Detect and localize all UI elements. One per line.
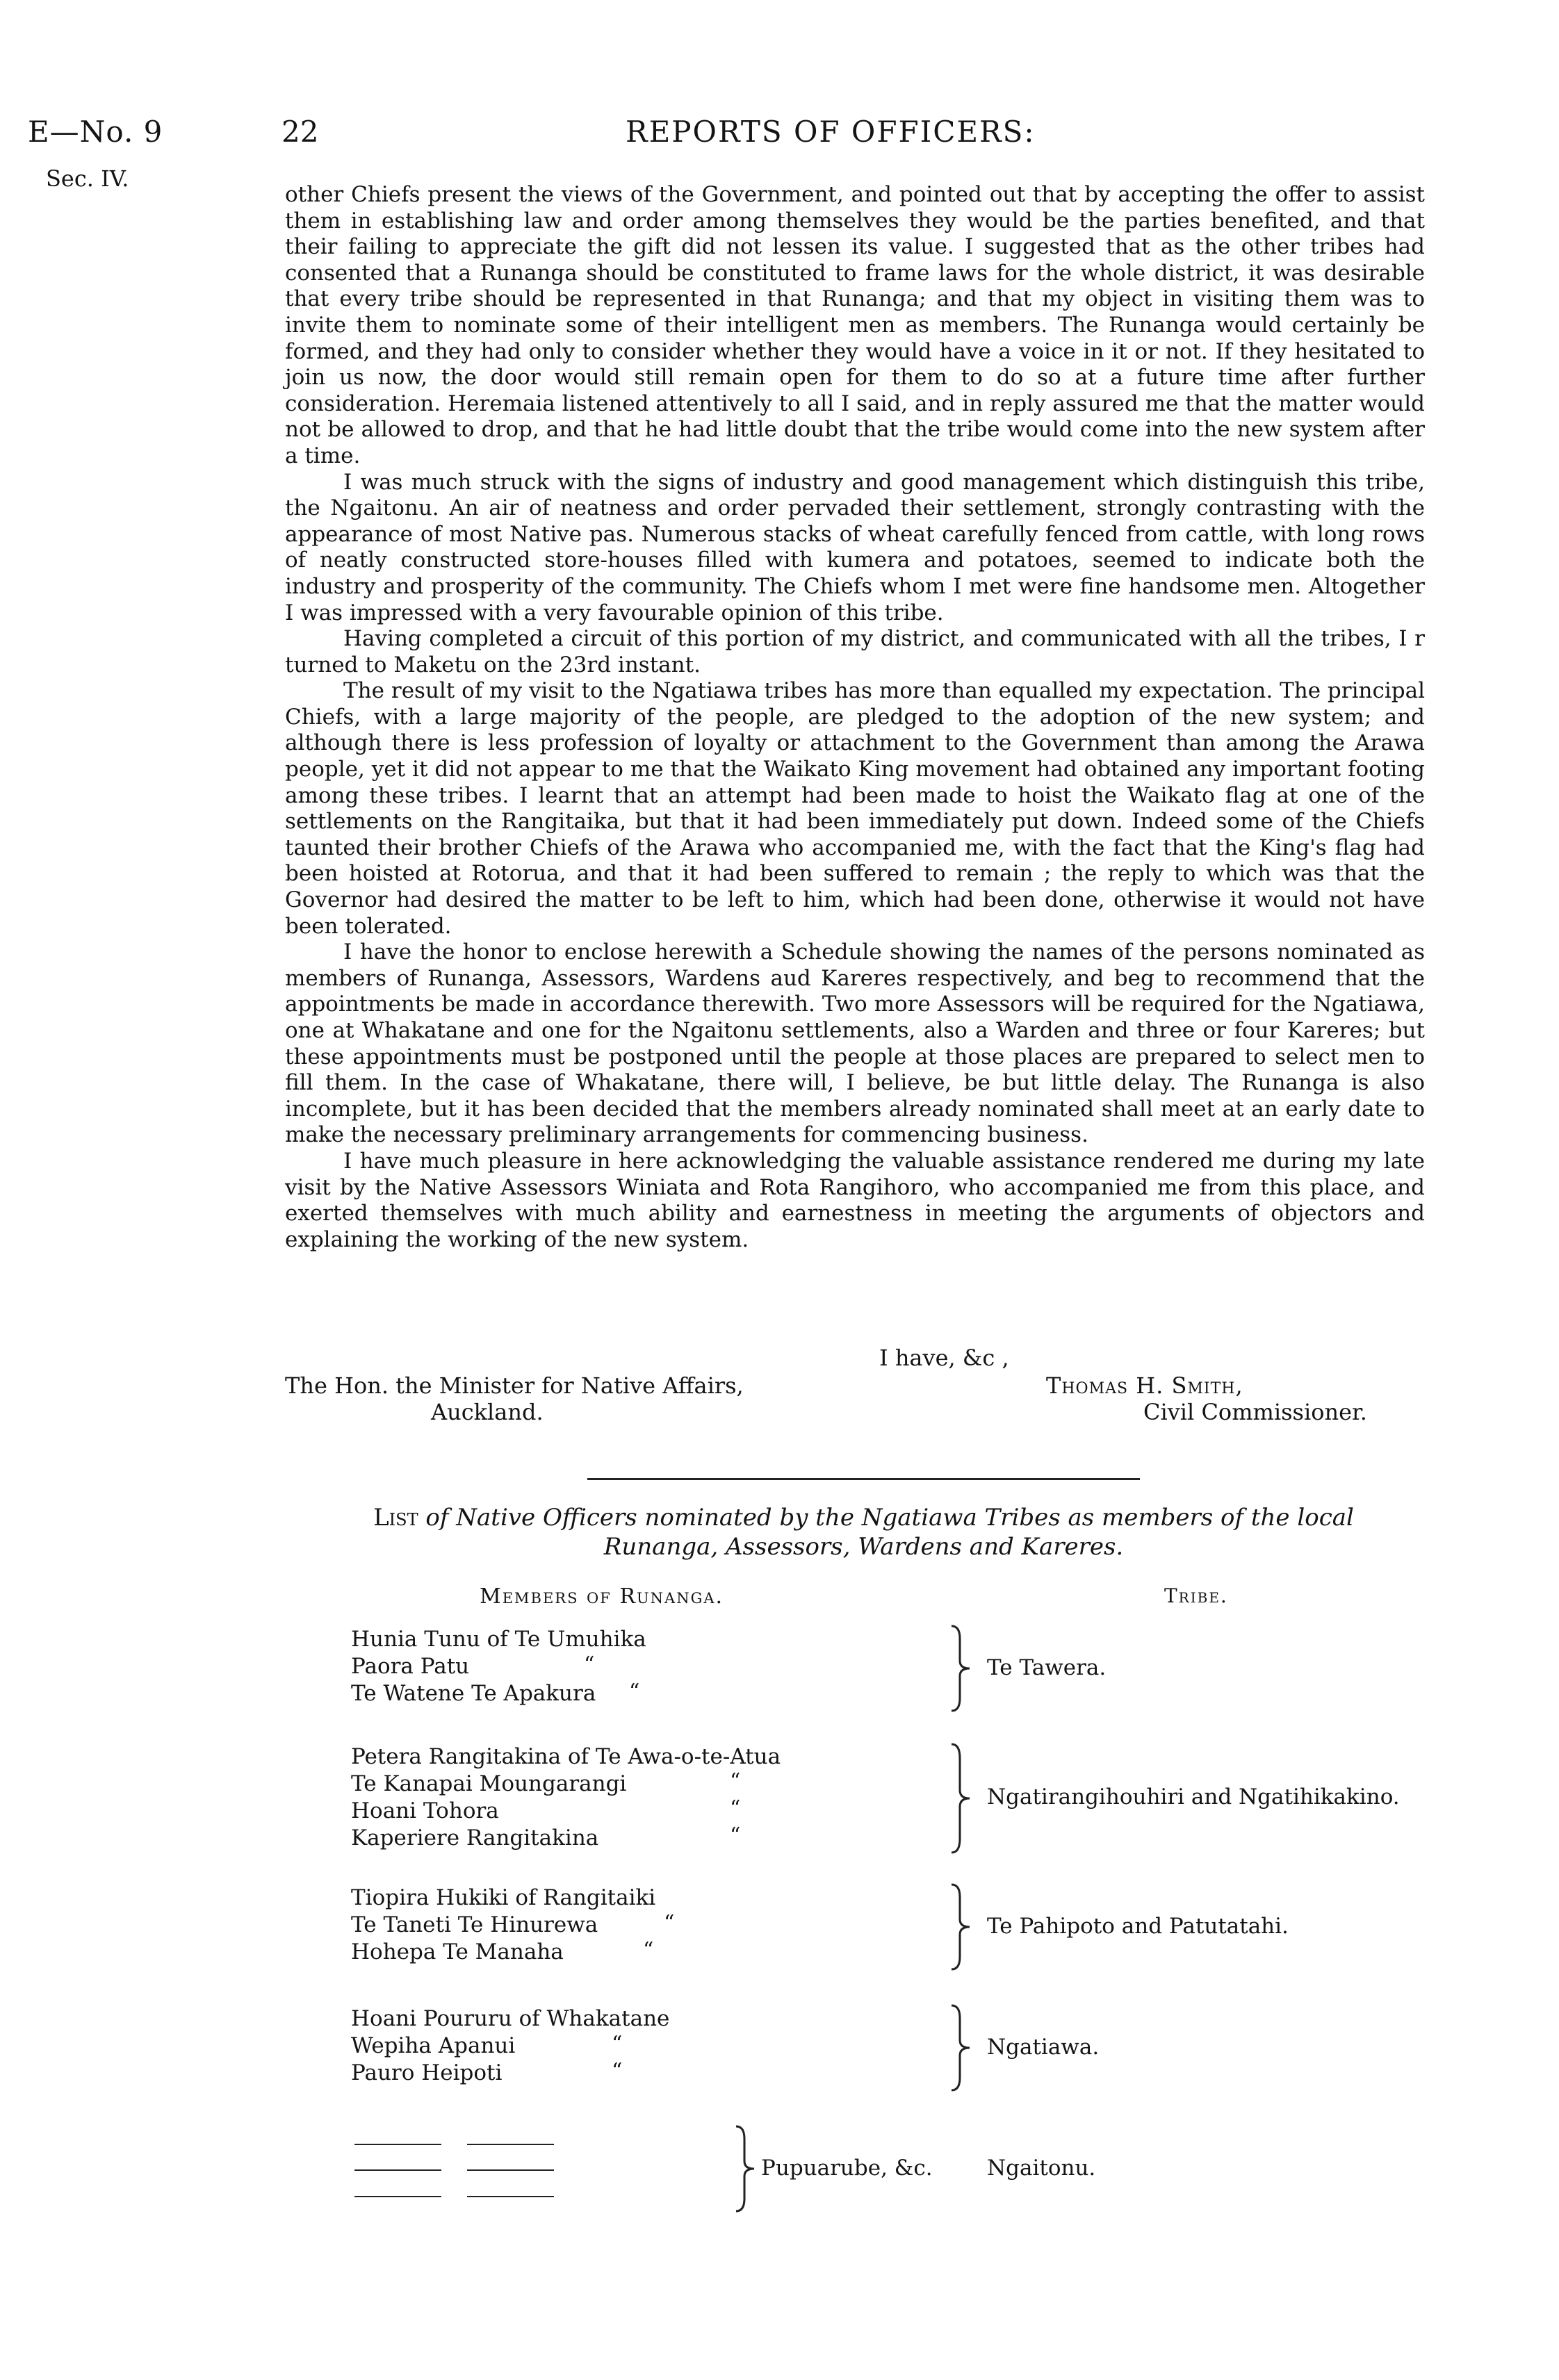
list-title-line2: Runanga, Assessors, Wardens and Kareres. [603, 1533, 1124, 1561]
brace-icon [949, 1743, 974, 1857]
member-name: Te Taneti Te Hinurewa [351, 1912, 598, 1937]
member-name: Hoani Tohora [351, 1798, 499, 1823]
blank-line [467, 2169, 554, 2171]
paragraph: I was much struck with the signs of industry and good management which distinguish this tribe, the Ngaitonu. An air of neatness and order pervaded their settlement, strongly contrasting with the appearance of most Native pas. Numerous stacks of wheat carefully fenced from cattle, with long rows of neatly constructed store-houses filled with kumera and potatoes, seemed to indicate both the industry and prosperity of the community. The Chiefs whom I met were fine handsome men. Altogether I was impressed with a very favourable opinion of this tribe. [285, 469, 1425, 625]
member-group [351, 1743, 781, 1852]
paragraph: other Chiefs present the views of the Government, and pointed out that by accepting the offer to assist them in establishing law and order among themselves they would be the parties benefited, and that their failing to appreciate the gift did not lessen its value. I suggested that as the other tribes had consented that a Runanga should be constituted to frame laws for the whole district, it was desirable that every tribe should be represented in that Runanga; and that my object in visiting them was to invite them to nominate some of their intelligent men as members. The Runanga would certainly be formed, and they had only to consider whether they would have a voice in it or not. If they hesitated to join us now, the door would still remain open for them to do so at a future time after further consideration. Heremaia listened attentively to all I said, and in reply assured me that the matter would not be allowed to drop, and that he had little doubt that the tribe would come into the new system after a time. [285, 182, 1425, 468]
document-number: E—No. 9 [28, 115, 163, 149]
addressee: The Hon. the Minister for Native Affairs, [285, 1372, 744, 1399]
list-title [327, 1503, 1401, 1561]
brace-icon [949, 1883, 974, 1973]
ditto-mark: “ [664, 1911, 675, 1935]
member-name: Te Watene Te Apakura [351, 1681, 596, 1706]
list-title-lead: List [373, 1504, 418, 1532]
member-name: Tiopira Hukiki of Rangitaiki [351, 1885, 656, 1910]
member-name: Hohepa Te Manaha [351, 1939, 564, 1964]
blank-line [467, 2144, 554, 2145]
section-divider [587, 1478, 1140, 1480]
blank-line [354, 2169, 441, 2171]
ditto-mark: “ [612, 2032, 623, 2056]
ditto-mark: “ [629, 1680, 640, 1704]
ditto-mark: “ [730, 1769, 741, 1794]
paragraph: The result of my visit to the Ngatiawa tribes has more than equalled my expectation. The principal Chiefs, with a large majority of the people, are pledged to the adoption of the new system; and although there is less profession of loyalty or attachment to the Government than among the Arawa people, yet it did not appear to me that the Waikato King movement had obtained any important footing among these tribes. I learnt that an attempt had been made to hoist the Waikato flag at one of the settlements on the Rangitaika, but that it had been immediately put down. Indeed some of the Chiefs taunted their brother Chiefs of the Arawa who accompanied me, with the fact that the King's flag had been hoisted at Rotorua, and that it had been suffered to remain ; the reply to which was that the Governor had desired the matter to be left to him, which had been done, otherwise it would not have been tolerated. [285, 678, 1425, 939]
paragraph: I have much pleasure in here acknowledging the valuable assistance rendered me during my late visit by the Native Assessors Winiata and Rota Rangihoro, who accompanied me from this place, and exerted themselves with much ability and earnestness in meeting the arguments of objectors and explaining the working of the new system. [285, 1148, 1425, 1252]
paragraph: I have the honor to enclose herewith a Schedule showing the names of the persons nominated as members of Runanga, Assessors, Wardens aud Kareres respectively, and beg to recommend that the appointments be made in accordance therewith. Two more Assessors will be required for the Ngatiawa, one at Whakatane and one for the Ngaitonu settlements, also a Warden and three or four Kareres; but these appointments must be postponed until the people at those places are prepared to select men to fill them. In the case of Whakatane, there will, I believe, be but little delay. The Runanga is also incomplete, but it has been decided that the members already nominated shall meet at an early date to make the necessary preliminary arrangements for commencing business. [285, 939, 1425, 1148]
member-name: Petera Rangitakina of Te Awa-o-te-Atua [351, 1744, 781, 1769]
tribe-name: Te Tawera. [987, 1655, 1107, 1680]
blank-line [467, 2196, 554, 2197]
paragraph: Having completed a circuit of this portion of my district, and communicated with all the tribes, I r turned to Maketu on the 23rd instant. [285, 626, 1425, 678]
member-name: Paora Patu [351, 1654, 470, 1679]
blank-line [354, 2144, 441, 2145]
signatory-name: Thomas H. Smith, [1046, 1372, 1243, 1399]
member-name: Wepiha Apanui [351, 2033, 516, 2058]
tribe-name: Ngatirangihouhiri and Ngatihikakino. [987, 1784, 1400, 1809]
member-name: Pauro Heipoti [351, 2060, 503, 2085]
letter-closing: I have, &c , [879, 1345, 1009, 1371]
page-title: REPORTS OF OFFICERS: [626, 115, 1036, 149]
list-title-line1: of Native Officers nominated by the Ngatiawa Tribes as members of the local [425, 1504, 1354, 1532]
brace-icon [949, 2004, 974, 2094]
brace-icon [949, 1625, 974, 1715]
page-number: 22 [281, 115, 319, 149]
tribe-name: Ngaitonu. [987, 2156, 1096, 2181]
member-group [351, 1626, 646, 1707]
brace-icon [733, 2125, 758, 2215]
ditto-mark: “ [584, 1652, 595, 1677]
section-label: Sec. IV. [46, 165, 129, 192]
column-header-members: Members of Runanga. [480, 1584, 724, 1609]
member-name: Hunia Tunu of Te Umuhika [351, 1627, 646, 1652]
signatory-title: Civil Commissioner. [1143, 1399, 1367, 1425]
tribe-name: Te Pahipoto and Patutatahi. [987, 1914, 1289, 1939]
member-group [351, 1885, 655, 1966]
member-name: Te Kanapai Moungarangi [351, 1771, 627, 1796]
column-header-tribe: Tribe. [1164, 1584, 1228, 1607]
addressee-location: Auckland. [431, 1399, 544, 1425]
member-name: Hoani Poururu of Whakatane [351, 2006, 670, 2031]
ditto-mark: “ [643, 1938, 654, 1962]
ditto-mark: “ [730, 1823, 741, 1848]
ditto-mark: “ [730, 1796, 741, 1821]
place-name: Pupuarube, &c. [761, 2156, 933, 2181]
blank-line [354, 2196, 441, 2197]
report-body [285, 182, 1425, 1253]
ditto-mark: “ [612, 2059, 623, 2083]
tribe-name: Ngatiawa. [987, 2035, 1100, 2060]
member-name: Kaperiere Rangitakina [351, 1825, 599, 1850]
